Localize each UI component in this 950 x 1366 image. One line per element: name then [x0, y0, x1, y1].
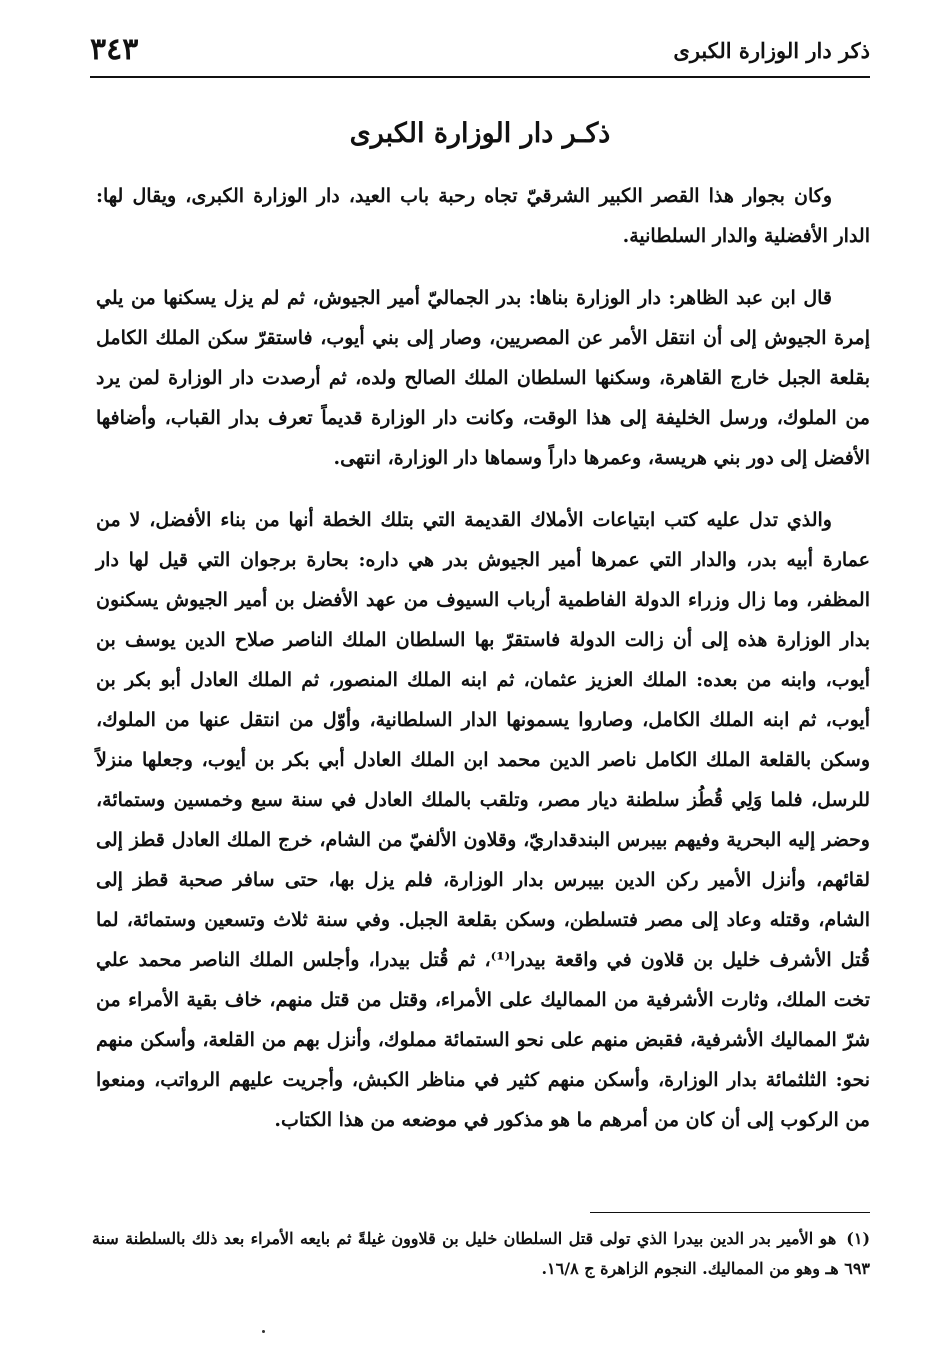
body-text: [96, 176, 870, 1162]
paragraph-2: قال ابن عبد الظاهر: دار الوزارة بناها: بدر الجماليّ أمير الجيوش، ثم لم يزل يسكنها من يلي إمرة الجيوش إلى أن انتقل الأمر عن المصريين، وصار إلى بني أيوب، فاستقرّ سكن الملك الكامل بقلعة الجبل خارج القاهرة، وسكنها السلطان الملك الصالح ولده، ثم أرصدت دار الوزارة لمن يرد من الملوك، ورسل الخليفة إلى هذا الوقت، وكانت دار الوزارة قديماً تعرف بدار القباب، وأضافها الأفضل إلى دور بني هريسة، وعمرها داراً وسماها دار الوزارة، انتهى.: [96, 287, 870, 469]
running-title: ذكر دار الوزارة الكبرى: [673, 38, 870, 63]
scan-speck: [262, 1330, 265, 1333]
footnote-text: هو الأمير بدر الدين بيدرا الذي تولى قتل السلطان خليل بن قلاوون غيلةً ثم بايعه الأمراء بعد ذلك بالسلطنة سنة ٦٩٣ هـ وهو من المماليك. النجوم الزاهرة ج ١٦/٨.: [92, 1229, 870, 1278]
footnote: [92, 1224, 870, 1284]
section-heading: ذكـر دار الوزارة الكبرى: [349, 118, 611, 149]
paragraph-1: وكان بجوار هذا القصر الكبير الشرقيّ تجاه رحبة باب العيد، دار الوزارة الكبرى، ويقال لها: الدار الأفضلية والدار السلطانية.: [96, 185, 870, 247]
running-header: [90, 32, 870, 78]
paragraph-3: والذي تدل عليه كتب ابتياعات الأملاك القديمة التي بتلك الخطة أنها من بناء الأفضل، لا من عمارة أبيه بدر، والدار التي عمرها أمير الجيوش بدر هي داره: بحارة برجوان التي قيل لها دار المظفر، وما زال وزراء الدولة الفاطمية أرباب السيوف من عهد الأفضل بن أمير الجيوش يسكنون بدار الوزارة هذه إلى أن زالت الدولة فاستقرّ بها السلطان الملك الناصر صلاح الدين يوسف بن أيوب، وابنه من بعده: الملك العزيز عثمان، ثم ابنه الملك المنصور، ثم الملك العادل أبو بكر بن أيوب، ثم ابنه الملك الكامل، وصاروا يسمونها الدار السلطانية، وأوّل من انتقل عنها من الملوك، وسكن بالقلعة الملك الكامل ناصر الدين محمد ابن الملك العادل أبي بكر بن أيوب، وجعلها منزلاً للرسل، فلما وَلِي قُطُز سلطنة ديار مصر، وتلقب بالملك العادل في سنة سبع وخمسين وستمائة، وحضر إليه البحرية وفيهم بيبرس البندقداريّ، وقلاون الألفيّ من الشام، خرج الملك العادل قطز إلى لقائهم، وأنزل الأمير ركن الدين بيبرس بدار الوزارة، فلم يزل بها، حتى سافر صحبة قطز إلى الشام، وقتله وعاد إلى مصر فتسلطن، وسكن بقلعة الجبل. وفي سنة ثلاث وتسعين وستمائة، لما قُتل الأشرف خليل بن قلاون في واقعة بيدرا⁽¹⁾، ثم قُتل بيدرا، وأجلس الملك الناصر محمد علي تخت الملك، وثارت الأشرفية من المماليك على الأمراء، وقتل من قتل منهم، خاف بقية الأمراء من شرّ المماليك الأشرفية، فقبض منهم على نحو الستمائة مملوك، وأنزل بهم من القلعة، وأسكن منهم نحو: الثلثمائة بدار الوزارة، وأسكن منهم كثير في مناظر الكبش، وأجريت عليهم الرواتب، ومنعوا من الركوب إلى أن كان من أمرهم ما هو مذكور في موضعه من هذا الكتاب.: [96, 509, 870, 1131]
footnote-marker: (١): [846, 1229, 871, 1248]
footnote-divider: [590, 1212, 870, 1213]
page-number: ٣٤٣: [90, 32, 139, 67]
